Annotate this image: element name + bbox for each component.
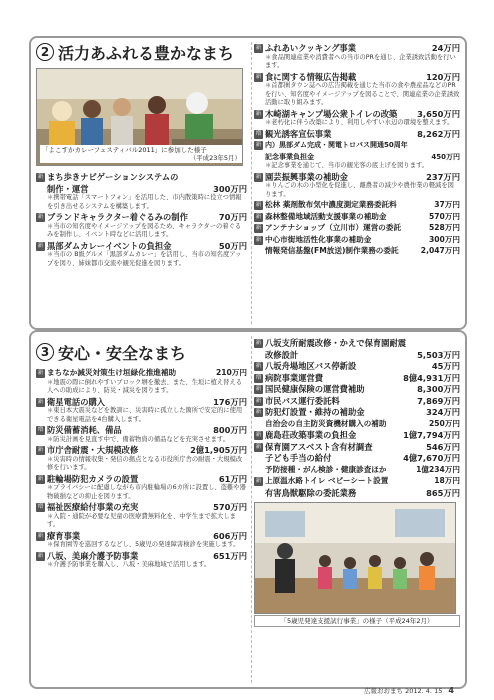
curry-festival-photo — [36, 68, 243, 166]
list-item — [254, 223, 460, 234]
item-title: 保育園アスベスト含有材調査 — [265, 441, 373, 452]
section2-right-column — [254, 338, 460, 627]
new-badge: 新 — [255, 409, 262, 415]
item-note: ＊保育園等を巡回するなどし、5歳児の発達障害検診を実施します。 — [47, 541, 240, 548]
list-item — [36, 551, 247, 570]
list-item — [254, 109, 460, 128]
item-title: 予防接種・がん検診・健康診査ほか — [265, 464, 387, 474]
item-amount: 324万円 — [426, 407, 460, 417]
new-badge: 新 — [255, 142, 262, 148]
item-amount: 1億7,794万円 — [403, 430, 460, 440]
item-amount: 570万円 — [428, 211, 460, 221]
list-item — [36, 502, 247, 530]
item-note: ＊当市の B級グルメ「黒部ダムカレー」を活用し、当市の知名度アップを図り、姉妹都市交流や観光促進を図ります。 — [47, 251, 242, 267]
new-badge: 新 — [255, 386, 262, 392]
item-title: 病院事業運営費 — [265, 372, 324, 383]
item-amount: 61万円 — [218, 473, 247, 484]
item-title: 八坂、美麻介護予防事業 — [47, 550, 139, 561]
item-title: 八坂支所耐震改修・かえで保育園耐震 — [265, 338, 407, 348]
column-divider — [251, 336, 252, 683]
issue-date: 2012. 4. 15 — [405, 687, 443, 695]
item-amount: 18万円 — [434, 476, 460, 485]
list-item — [254, 172, 460, 200]
item-amount: 70万円 — [218, 212, 247, 222]
item-note: ＊介護予防事業を購入し、八坂・美麻地域で活用します。 — [47, 561, 211, 568]
item-title: 情報発信基盤(FM放送)制作業務の委託 — [265, 246, 399, 255]
item-amount: 250万円 — [428, 418, 460, 428]
item-amount: 300万円 — [213, 183, 247, 194]
list-item — [36, 368, 247, 396]
item-title: 黒部ダムカレーイベントの負担金 — [47, 240, 172, 251]
list-item — [254, 407, 460, 418]
item-amount: 210万円 — [215, 368, 247, 377]
list-item — [254, 235, 460, 246]
item-note: ＊地震の際に倒れやすいブロック塀を撤去、また、生垣に植え替える人への助成により、防災・減災を図ります。 — [47, 378, 243, 394]
item-title: 木崎湖キャンプ場公衆トイレの改築 — [265, 108, 398, 119]
list-item — [254, 442, 460, 453]
increase-badge: 増 — [37, 427, 44, 433]
section1-heading — [36, 40, 247, 64]
increase-badge: 増 — [255, 374, 262, 381]
list-item — [254, 246, 460, 257]
item-title: 森林整備地域活動支援事業の補助金 — [265, 211, 387, 221]
increase-badge: 増 — [37, 504, 44, 510]
new-badge: 新 — [255, 443, 262, 450]
list-item — [254, 384, 460, 395]
item-title: 駐輪場防犯カメラの設置 — [47, 473, 139, 484]
item-amount: 651万円 — [213, 550, 247, 561]
item-title: 衛星電話の購入 — [47, 396, 106, 407]
column-divider — [251, 42, 252, 324]
item-amount: 528万円 — [428, 223, 460, 232]
list-item — [254, 361, 460, 372]
item-title: アンテナショップ（立川市）運営の委託 — [265, 223, 402, 232]
list-item — [36, 241, 247, 269]
item-title: 記念事業負担金 — [265, 152, 314, 161]
list-item — [254, 373, 460, 384]
list-item — [254, 465, 460, 476]
new-badge: 新 — [255, 432, 262, 438]
increase-badge: 増 — [255, 130, 262, 137]
item-title: まちなか減災対策生け垣緑化推進補助 — [47, 368, 177, 377]
list-item — [36, 474, 247, 502]
list-item — [254, 72, 460, 108]
item-amount: 120万円 — [426, 71, 460, 82]
photo-caption: 「5歳児発達支援試行事業」の様子（平成24年2月） — [254, 615, 460, 627]
item-title: 有害鳥獣駆除の委託業務 — [265, 487, 357, 498]
section1-left-list — [36, 172, 247, 268]
item-amount: 3,650万円 — [417, 108, 460, 119]
item-title: 防災備蓄消耗、備品 — [47, 425, 122, 435]
new-badge: 新 — [255, 225, 262, 231]
section2-heading — [36, 340, 247, 364]
new-badge: 新 — [255, 173, 262, 180]
item-amount: 237万円 — [426, 171, 460, 182]
item-amount: 606万円 — [213, 530, 247, 541]
item-note: ＊首都圏タウン誌への広告掲載を通じた当市の食や農産品などのPRを行い、知名度やイメージアップを図ることで、関連産業の企業誘致活動に取り組みます。 — [265, 82, 460, 106]
item-note: ＊防災計画を見直す中で、備蓄物資の備品などを充実させます。 — [47, 435, 229, 443]
list-item — [254, 453, 460, 464]
item-amount: 7,869万円 — [417, 395, 460, 406]
item-amount: 8億4,931万円 — [403, 372, 460, 383]
item-title: 観光誘客宣伝事業 — [265, 128, 332, 139]
item-amount: 8,262万円 — [417, 128, 460, 139]
new-badge: 新 — [255, 213, 262, 220]
photo-caption-date: （平成23年5月） — [189, 154, 241, 162]
publication-name: 広報おおまち — [364, 687, 404, 695]
new-badge: 新 — [255, 236, 262, 243]
list-item — [254, 152, 460, 171]
item-title: ブランドキャラクター着ぐるみの制作 — [47, 212, 188, 222]
section2-number: 3 — [36, 343, 54, 361]
item-note: ＊プライバシーに配慮しながら市内駐輪場の6カ所に設置し、盗難や器物破損などの抑止を図ります。 — [47, 484, 246, 500]
list-item — [254, 430, 460, 441]
list-item — [254, 140, 460, 151]
new-badge: 新 — [255, 45, 262, 51]
item-title: 上原温水路トイレ ベビーシート設置 — [265, 476, 389, 485]
item-note: ＊食品関連産業や消費者への当市のPRを通じ、企業誘致活動を行います。 — [265, 53, 456, 69]
item-title: 防犯灯設置・維持の補助金 — [265, 407, 365, 417]
item-title: 食に関する情報広告掲載 — [265, 71, 357, 82]
item-amount: 24万円 — [431, 43, 460, 53]
list-item — [36, 425, 247, 444]
new-badge: 新 — [255, 340, 262, 346]
item-title: 八坂舟場地区バス停新設 — [265, 361, 357, 371]
item-note: ＊記念事業を通じて、当市の観光客の底上げを図ります。 — [265, 162, 429, 169]
item-amount: 8,300万円 — [417, 384, 460, 394]
list-item — [254, 338, 460, 349]
item-amount: 4億7,670万円 — [403, 453, 460, 463]
new-badge: 新 — [255, 363, 262, 369]
item-amount: 2億1,905万円 — [190, 445, 247, 455]
item-note: ＊携帯電話「スマートフォン」を活用した、市内散策時に役立つ情報を引き出せるシステムを構築します。 — [47, 194, 242, 210]
new-badge: 新 — [255, 478, 262, 484]
item-amount: 300万円 — [428, 234, 460, 244]
new-badge: 新 — [37, 398, 44, 405]
list-item — [254, 212, 460, 223]
new-badge: 新 — [37, 174, 44, 180]
section-vibrant-town — [29, 36, 467, 330]
item-title: 内）黒部ダム完成・関電トロバス開通50周年 — [265, 141, 408, 149]
list-item — [254, 476, 460, 487]
list-item — [36, 184, 247, 212]
list-item — [254, 488, 460, 499]
item-title: 療育事業 — [47, 530, 81, 541]
list-item — [254, 43, 460, 71]
new-badge: 新 — [37, 532, 44, 539]
new-badge: 新 — [37, 242, 44, 249]
new-badge: 新 — [37, 447, 44, 453]
new-badge: 新 — [255, 73, 262, 80]
list-item — [254, 419, 460, 430]
page-number: 4 — [448, 686, 454, 695]
item-note: ＊りんごの木の小型化を促進し、離農者の減少や農作業の軽減を図ります。 — [265, 182, 454, 198]
list-item — [36, 397, 247, 425]
item-title: 国民健康保険の運営費補助 — [265, 384, 365, 394]
child-development-photo — [254, 502, 456, 614]
item-amount: 1億234万円 — [416, 464, 460, 474]
item-title: 園芸振興事業の補助金 — [265, 171, 348, 182]
item-title: 自治会の自主防災資機材購入の補助 — [265, 418, 387, 428]
new-badge: 新 — [255, 110, 262, 117]
item-title: まち歩きナビゲーションシステムの — [47, 172, 179, 182]
item-title: 福祉医療給付事業の充実 — [47, 502, 139, 512]
item-title: 改修設計 — [265, 349, 299, 360]
item-note: ＊東日本大震災などを教訓に、災害時に孤立した箇所で安定的に使用できる衛星電話を4台購入します。 — [47, 407, 243, 423]
item-amount: 45万円 — [431, 361, 460, 371]
item-amount: 800万円 — [213, 425, 247, 435]
list-item — [254, 129, 460, 140]
item-amount: 865万円 — [426, 487, 460, 498]
section2-left-list — [36, 368, 247, 570]
list-item — [254, 200, 460, 211]
item-note: ＊入院・通院が必要な児童の医療費無料化を、中学生まで拡大します。 — [47, 512, 236, 528]
new-badge: 新 — [37, 475, 44, 482]
item-amount: 2,047万円 — [420, 246, 460, 255]
item-amount: 37万円 — [434, 200, 460, 209]
section1-title: 活力あふれる豊かなまち — [58, 43, 235, 63]
new-badge: 新 — [37, 370, 44, 376]
item-title: 鹿島荘改築事業の負担金 — [265, 430, 357, 440]
list-item — [36, 445, 247, 473]
list-item — [254, 396, 460, 407]
new-badge: 新 — [255, 202, 262, 208]
item-note: ＊当市の知名度やイメージアップを図るため、キャラクターの着ぐるみを制作し、イベント時などに活用します。 — [47, 222, 242, 238]
item-amount: 176万円 — [213, 396, 247, 407]
item-amount: 5,503万円 — [417, 349, 460, 360]
section1-number: 2 — [36, 43, 54, 61]
page-footer — [364, 686, 454, 695]
list-item — [36, 172, 247, 183]
item-title: ふれあいクッキング事業 — [265, 43, 357, 53]
photo-caption: 「よこすかカレーフェスティバル2011」に参加した様子 — [42, 146, 207, 154]
section-safe-town — [29, 330, 467, 689]
item-title: 松林 薬剤散布気中濃度測定業務委託料 — [265, 200, 397, 209]
section1-left-column — [36, 38, 247, 269]
section2-title: 安心・安全なまち — [58, 343, 187, 363]
new-badge: 新 — [37, 214, 44, 220]
item-amount: 570万円 — [213, 502, 247, 512]
item-title: 市民バス運行委託料 — [265, 395, 340, 406]
new-badge: 新 — [255, 397, 262, 404]
item-note: ＊老朽化に伴う改築により、利用しやすい水辺の環境を整えます。 — [265, 119, 454, 126]
photo-caption-box — [40, 145, 243, 163]
list-item — [36, 531, 247, 550]
item-amount: 546万円 — [426, 441, 460, 452]
item-title: 市庁舎耐震・大規模改修 — [47, 445, 139, 455]
section1-right-column — [254, 43, 460, 258]
new-badge: 新 — [37, 552, 44, 559]
item-amount: 50万円 — [218, 240, 247, 251]
section2-left-column — [36, 332, 247, 571]
list-item — [254, 350, 460, 361]
item-amount: 450万円 — [431, 152, 460, 161]
list-item — [36, 212, 247, 240]
item-title: 中心市街地活性化事業の補助金 — [265, 234, 372, 244]
item-note: ＊災害時の情報収集・発信の拠点となる市役所庁舎の耐震・大規模改修を行います。 — [47, 455, 243, 471]
item-title: 制作・運営 — [47, 183, 89, 194]
item-title: 子ども手当の給付 — [265, 453, 332, 463]
